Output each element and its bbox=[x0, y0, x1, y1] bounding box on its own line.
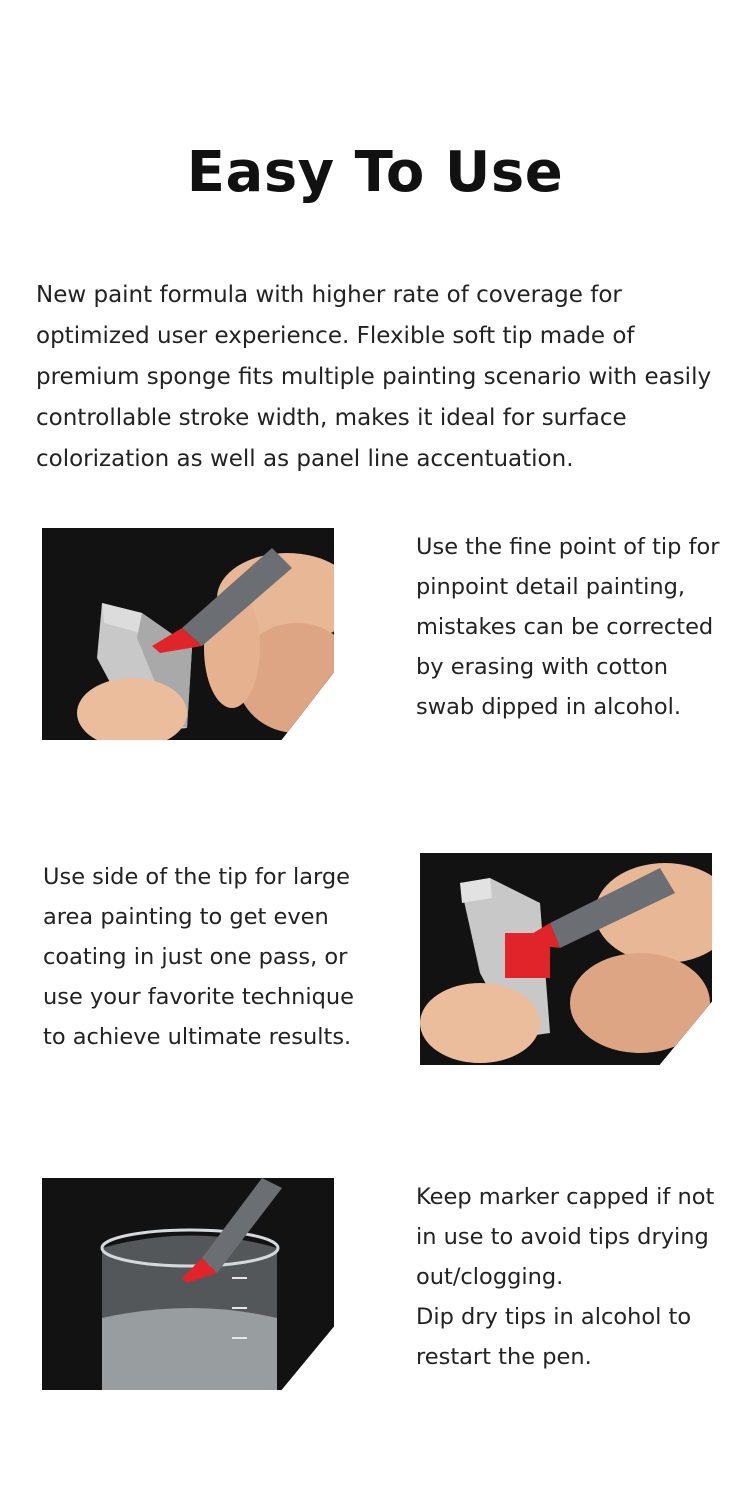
side-tip-description: Use side of the tip for large area painting to get even coating in just one pass, or use your favorite technique to achieve ultimate results. bbox=[43, 864, 355, 1050]
alcohol-glass-photo bbox=[42, 1178, 334, 1390]
intro-paragraph: New paint formula with higher rate of coverage for optimized user experience. Flexible soft tip made of premium sponge fits multiple painting scenario with easily controllable stroke width, makes it ideal for surface colorization as well as panel line accentuation. bbox=[36, 282, 712, 472]
fine-tip-description: Use the fine point of tip for pinpoint detail painting, mistakes can be corrected by erasing with cotton swab dipped in alcohol. bbox=[416, 534, 720, 720]
cap-storage-description: Keep marker capped if not in use to avoid tips drying out/clogging. Dip dry tips in alcohol to restart the pen. bbox=[416, 1184, 715, 1370]
side-tip-photo bbox=[420, 853, 712, 1065]
page-title: Easy To Use bbox=[186, 140, 564, 205]
fine-tip-photo bbox=[42, 528, 334, 740]
